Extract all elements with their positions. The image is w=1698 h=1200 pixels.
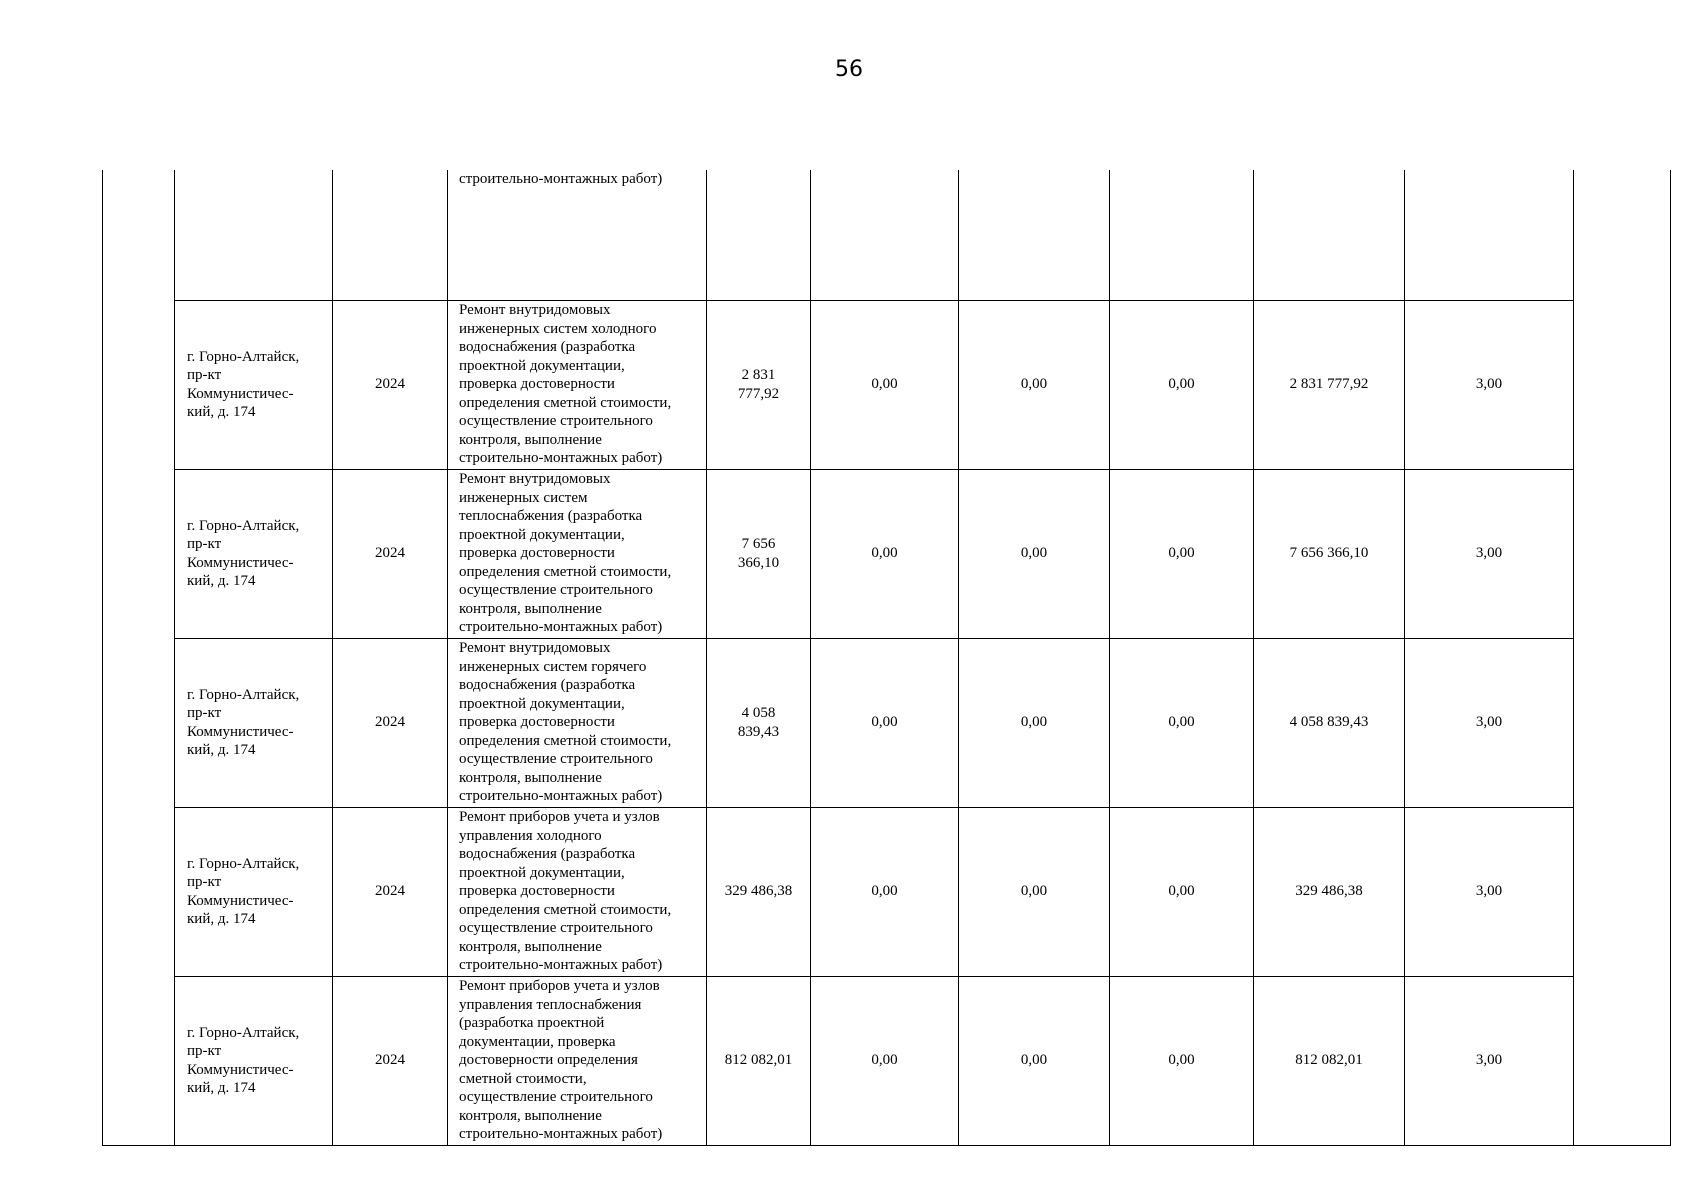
total-cell: 2 831 777,92 — [707, 300, 811, 469]
description-cell: Ремонт внутридомовых инженерных систем холодного водоснабжения (разработка проектной документации, проверка достоверности определения сметной стоимости, осуществление строительного контроля, выполнение строительно-монтажных работ) — [448, 300, 707, 469]
col7-cell: 0,00 — [1110, 638, 1254, 807]
col5-cell: 0,00 — [811, 638, 959, 807]
address-cell: г. Горно-Алтайск, пр-кт Коммунистичес- кий, д. 174 — [175, 638, 333, 807]
year-cell: 2024 — [333, 638, 448, 807]
col9-cell — [1405, 170, 1574, 300]
table-body — [103, 170, 1671, 1145]
address-cell — [175, 170, 333, 300]
col7-cell — [1110, 170, 1254, 300]
table-row — [103, 807, 1671, 976]
col9-cell: 3,00 — [1405, 807, 1574, 976]
col8-cell — [1254, 170, 1405, 300]
col9-cell: 3,00 — [1405, 469, 1574, 638]
description-cell: Ремонт внутридомовых инженерных систем горячего водоснабжения (разработка проектной документации, проверка достоверности определения сметной стоимости, осуществление строительного контроля, выполнение строительно-монтажных работ) — [448, 638, 707, 807]
address-cell: г. Горно-Алтайск, пр-кт Коммунистичес- кий, д. 174 — [175, 300, 333, 469]
total-cell: 329 486,38 — [707, 807, 811, 976]
total-cell — [707, 170, 811, 300]
col8-cell: 7 656 366,10 — [1254, 469, 1405, 638]
col9-cell: 3,00 — [1405, 300, 1574, 469]
col5-cell: 0,00 — [811, 976, 959, 1145]
year-cell: 2024 — [333, 976, 448, 1145]
year-cell: 2024 — [333, 807, 448, 976]
index-cell — [103, 170, 175, 1145]
col6-cell: 0,00 — [959, 976, 1110, 1145]
col7-cell: 0,00 — [1110, 976, 1254, 1145]
table-row-continued — [103, 170, 1671, 300]
page-number: 56 — [835, 57, 863, 82]
year-cell: 2024 — [333, 300, 448, 469]
col8-cell: 4 058 839,43 — [1254, 638, 1405, 807]
total-cell: 812 082,01 — [707, 976, 811, 1145]
col6-cell: 0,00 — [959, 638, 1110, 807]
col6-cell: 0,00 — [959, 300, 1110, 469]
table-row — [103, 638, 1671, 807]
table-row — [103, 300, 1671, 469]
total-cell: 7 656 366,10 — [707, 469, 811, 638]
extra-cell — [1574, 170, 1671, 1145]
description-cell: Ремонт приборов учета и узлов управления теплоснабжения (разработка проектной документации, проверка достоверности определения сметной стоимости, осуществление строительного контроля, выполнение строительно-монтажных работ) — [448, 976, 707, 1145]
address-cell: г. Горно-Алтайск, пр-кт Коммунистичес- кий, д. 174 — [175, 469, 333, 638]
description-cell: Ремонт внутридомовых инженерных систем теплоснабжения (разработка проектной документации, проверка достоверности определения сметной стоимости, осуществление строительного контроля, выполнение строительно-монтажных работ) — [448, 469, 707, 638]
col7-cell: 0,00 — [1110, 300, 1254, 469]
description-cell: строительно-монтажных работ) — [448, 170, 707, 300]
address-cell: г. Горно-Алтайск, пр-кт Коммунистичес- кий, д. 174 — [175, 807, 333, 976]
col7-cell: 0,00 — [1110, 469, 1254, 638]
col5-cell: 0,00 — [811, 469, 959, 638]
col6-cell: 0,00 — [959, 469, 1110, 638]
col8-cell: 2 831 777,92 — [1254, 300, 1405, 469]
col5-cell — [811, 170, 959, 300]
table-row — [103, 469, 1671, 638]
col8-cell: 329 486,38 — [1254, 807, 1405, 976]
year-cell — [333, 170, 448, 300]
col9-cell: 3,00 — [1405, 638, 1574, 807]
year-cell: 2024 — [333, 469, 448, 638]
col8-cell: 812 082,01 — [1254, 976, 1405, 1145]
description-cell: Ремонт приборов учета и узлов управления холодного водоснабжения (разработка проектной документации, проверка достоверности определения сметной стоимости, осуществление строительного контроля, выполнение строительно-монтажных работ) — [448, 807, 707, 976]
table-row — [103, 976, 1671, 1145]
total-cell: 4 058 839,43 — [707, 638, 811, 807]
col6-cell: 0,00 — [959, 807, 1110, 976]
col5-cell: 0,00 — [811, 300, 959, 469]
col9-cell: 3,00 — [1405, 976, 1574, 1145]
col6-cell — [959, 170, 1110, 300]
repair-schedule-table — [102, 170, 1671, 1146]
col5-cell: 0,00 — [811, 807, 959, 976]
col7-cell: 0,00 — [1110, 807, 1254, 976]
address-cell: г. Горно-Алтайск, пр-кт Коммунистичес- кий, д. 174 — [175, 976, 333, 1145]
